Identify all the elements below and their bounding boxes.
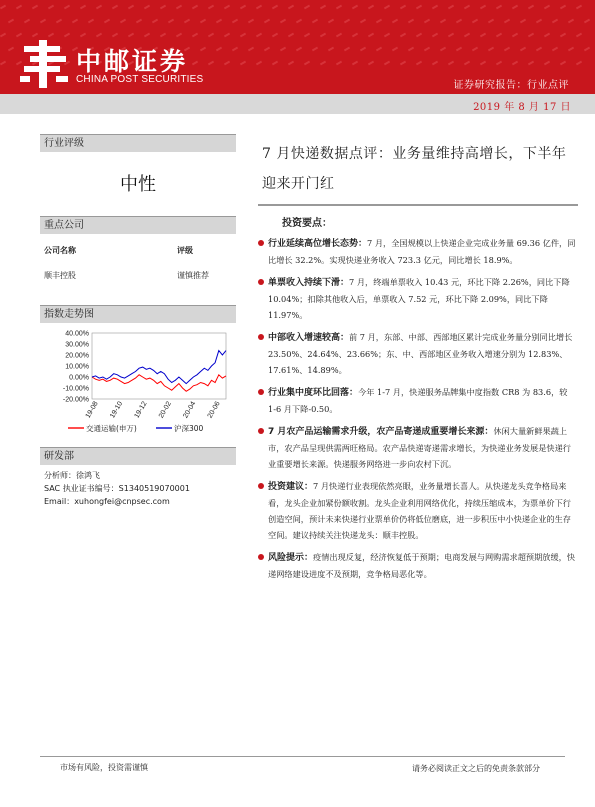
date-bar	[0, 94, 595, 114]
bullet-text: 7 月，全国规模以上快递企业完成业务量 69.36 亿件，同比增长 32.2%。实现快递业务收入 723.3 亿元，同比增长 18.9%。	[268, 238, 576, 265]
rating-value: 中性	[120, 174, 156, 195]
list-item	[258, 384, 578, 417]
index-chart	[40, 327, 236, 441]
bullet-label: 投资建议：	[268, 482, 314, 492]
rating-heading: 行业评级	[40, 134, 236, 152]
plot-frame	[92, 333, 226, 399]
footer-divider	[40, 756, 565, 757]
companies-table-header	[40, 245, 236, 256]
legend-label-0: 交通运输(申万)	[86, 424, 137, 433]
column-rating: 评级	[177, 246, 193, 255]
x-tick-label: 19-10	[109, 400, 125, 420]
report-title: 7 月快递数据点评：业务量维持高增长，下半年迎来开门红	[258, 134, 578, 206]
bullet-label: 行业集中度环比回落：	[268, 388, 359, 398]
x-tick-label: 19-12	[133, 400, 149, 420]
list-item	[258, 329, 578, 378]
legend-label-1: 沪深300	[174, 424, 204, 433]
list-item	[258, 478, 578, 543]
list-item	[258, 274, 578, 323]
analyst-email[interactable]: Email：xuhongfei@cnpsec.com	[44, 497, 170, 506]
sac-number: SAC 执业证书编号：S1340519070001	[44, 484, 190, 493]
bullet-text: 休闲大量新鲜果蔬上市，农产品呈现供需两旺格局。农产品快递寄递需求增长，为快递业务发展是快递行业重要增长来源。快递服务网络进一步向农村下沉。	[268, 426, 571, 469]
key-points-list	[258, 235, 578, 582]
china-post-logo-icon	[20, 40, 70, 88]
series-line-0	[92, 375, 226, 392]
bullet-label: 行业延续高位增长态势：	[268, 239, 368, 249]
bullet-label: 单票收入持续下滑：	[268, 278, 350, 288]
researcher-info	[40, 469, 236, 508]
report-date: 2019 年 8 月 17 日	[473, 102, 571, 113]
list-item	[258, 549, 578, 582]
y-tick-label: 10.00%	[65, 363, 89, 371]
bullet-label: 7 月农产品运输需求升级，农产品寄递成重要增长来源：	[268, 427, 494, 437]
summary-title: 投资要点：	[282, 218, 332, 229]
table-row	[40, 270, 236, 281]
companies-heading: 重点公司	[40, 216, 236, 234]
y-tick-label: 0.00%	[69, 374, 89, 382]
bullet-text: 前 7 月，东部、中部、西部地区累计完成业务量分别同比增长 23.50%、24.64%、23.66%；东、中、西部地区业务收入增速分别为 12.83%、17.61%、14.89%。	[268, 332, 573, 375]
y-tick-label: -10.00%	[62, 385, 89, 393]
column-company-name: 公司名称	[44, 246, 76, 255]
footer-disclaimer-note: 请务必阅读正文之后的免责条款部分	[412, 764, 540, 773]
list-item	[258, 423, 578, 472]
y-tick-label: 30.00%	[65, 341, 89, 349]
footer-risk-warning: 市场有风险，投资需谨慎	[60, 763, 148, 772]
bullet-text: 7 月快递行业表现依然亮眼，业务量增长喜人。从快递龙头竞争格局来看，龙头企业加紧份额收割。龙头企业利用网络优化，持续压缩成本，为票单价下行创造空间，预计未来快递行业票单价仍将低位磨底，进一步积压中小快递企业的生存空间。建议持续关注快递龙头：顺丰控股。	[268, 481, 571, 540]
brand-name-en: CHINA POST SECURITIES	[76, 74, 204, 85]
company-name: 顺丰控股	[44, 271, 76, 280]
main-content	[258, 134, 578, 588]
y-tick-label: -20.00%	[62, 396, 89, 404]
brand-name-cn: 中邮证券	[76, 47, 189, 76]
y-tick-label: 20.00%	[65, 352, 89, 360]
company-rating: 谨慎推荐	[177, 271, 209, 280]
bullet-text: 7 月，终端单票收入 10.43 元，环比下降 2.26%，同比下降 10.04%；扣除其他收入后，单票收入 7.52 元，环比下降 2.09%，同比下降 11.97%。	[268, 277, 570, 320]
x-tick-label: 20-04	[182, 400, 198, 420]
report-type: 证券研究报告：行业点评	[453, 80, 569, 91]
x-tick-label: 20-02	[157, 400, 173, 420]
bullet-text: 疫情出现反复，经济恢复低于预期；电商发展与网购需求超预期放缓，快递网络建设进度不及预期，竞争格局恶化等。	[268, 552, 576, 579]
x-tick-label: 19-08	[84, 400, 100, 420]
chart-heading: 指数走势图	[40, 305, 236, 323]
index-trend-chart	[40, 327, 236, 437]
bullet-label: 风险提示：	[268, 553, 314, 563]
left-sidebar	[40, 134, 236, 508]
list-item	[258, 235, 578, 268]
bullet-label: 中部收入增速较高：	[268, 333, 350, 343]
x-tick-label: 20-06	[206, 400, 222, 420]
report-header	[0, 0, 595, 94]
analyst-name: 分析师：徐鸿飞	[44, 471, 100, 480]
researcher-heading: 研发部	[40, 447, 236, 465]
bullet-text: 今年 1-7 月，快递服务品牌集中度指数 CR8 为 83.6，较 1-6 月下降-0.50。	[268, 387, 568, 414]
y-tick-label: 40.00%	[65, 330, 89, 338]
